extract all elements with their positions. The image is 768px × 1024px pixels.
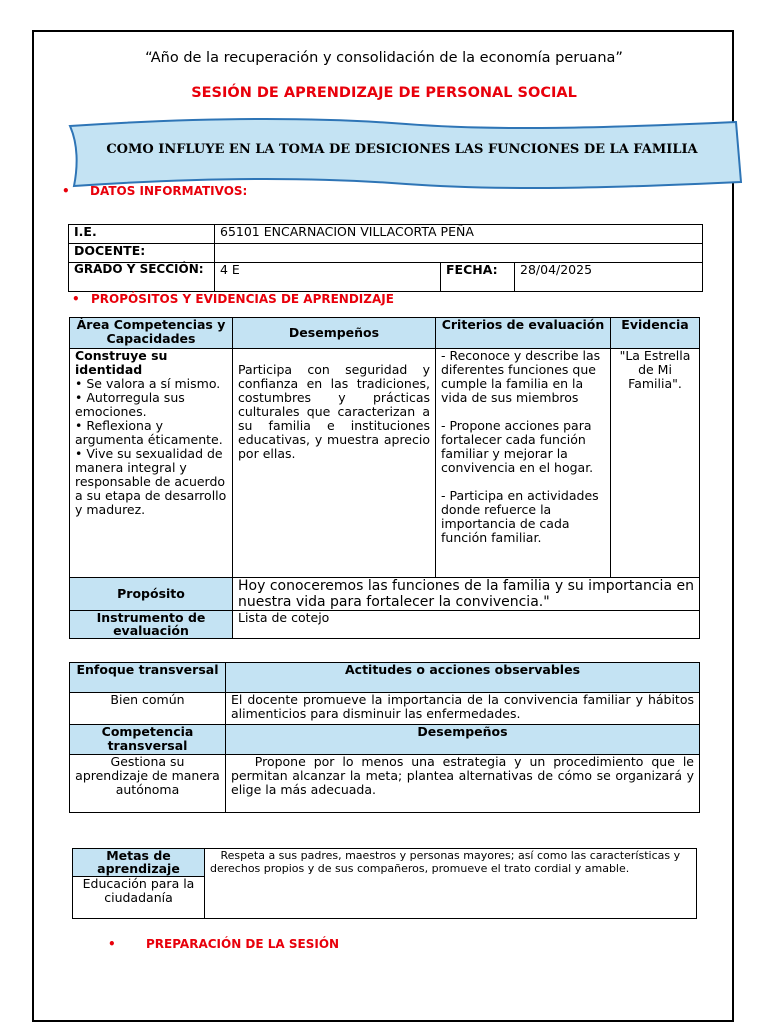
col-actitudes-header: Actitudes o acciones observables [226,663,700,693]
instrumento-label: Instrumento de evaluación [70,611,233,639]
col-desempenos-transversal-header: Desempeños [226,725,700,755]
col-desempenos-header: Desempeños [233,318,436,349]
desempeno-cell: Participa con seguridad y confianza en las tradiciones, costumbres y prácticas culturales que caracterizan a su familia e instituciones educativas, y muestra aprecio por ellas. [233,349,436,578]
proposito-label: Propósito [70,578,233,611]
ie-value: 65101 ENCARNACION VILLACORTA PEÑA [215,225,703,244]
col-criterios-header: Criterios de evaluación [436,318,611,349]
enfoque-value: Bien común [70,693,226,725]
preparacion-heading-label: PREPARACIÓN DE LA SESIÓN [146,937,340,951]
fecha-value: 28/04/2025 [515,263,703,292]
instrumento-value: Lista de cotejo [233,611,700,639]
competencia-cell [70,349,233,578]
col-enfoque-header: Enfoque transversal [70,663,226,693]
enfoque-table [69,662,700,813]
datos-table [68,224,703,292]
desempeno-transversal-value: Propone por lo menos una estrategia y un procedimiento que le permitan alcanzar la meta; plantea alternativas de cómo se organizará y elige la más adecuada. [226,755,700,813]
metas-label: Metas de aprendizaje [73,849,205,877]
metas-value: Respeta a sus padres, maestros y personas mayores; así como las características y derechos propios y de sus compañeros, promueve el trato cordial y amable. [205,849,697,919]
grado-label: GRADO Y SECCIÓN: [69,263,215,292]
year-motto: “Año de la recuperación y consolidación de la economía peruana” [145,50,623,66]
competencia-title: Construye su identidad [75,348,168,377]
col-area-header: Área Competencias y Capacidades [70,318,233,349]
datos-heading-label: DATOS INFORMATIVOS: [90,184,248,198]
col-evidencia-header: Evidencia [611,318,700,349]
bullet-icon: • [72,292,80,306]
col-competencia-header: Competencia transversal [70,725,226,755]
fecha-label: FECHA: [441,263,515,292]
actitud-value: El docente promueve la importancia de la convivencia familiar y hábitos alimenticios para disminuir las enfermedades. [226,693,700,725]
evidencia-cell: "La Estrella de Mi Familia". [611,349,700,578]
metas-table [72,848,697,919]
preparacion-heading [108,937,339,951]
title-banner [66,114,748,192]
bullet-icon: • [108,937,116,951]
docente-value [215,244,703,263]
bullet-icon: • [62,184,70,198]
criterios-cell: - Reconoce y describe las diferentes funciones que cumple la familia en la vida de sus miembros - Propone acciones para fortalecer cada función familiar y mejorar la convivencia en el hogar. - Participa en actividades donde refuerce la importancia de cada función familiar. [436,349,611,578]
ie-label: I.E. [69,225,215,244]
grado-value: 4 E [215,263,441,292]
metas-area: Educación para la ciudadanía [73,877,205,919]
propositos-heading [72,292,394,306]
proposito-value: Hoy conoceremos las funciones de la familia y su importancia en nuestra vida para fortalecer la convivencia." [233,578,700,611]
propositos-heading-label: PROPÓSITOS Y EVIDENCIAS DE APRENDIZAJE [91,292,394,306]
session-title: SESIÓN DE APRENDIZAJE DE PERSONAL SOCIAL [191,85,577,101]
capacidades-list: • Se valora a sí mismo. • Autorregula sus emociones. • Reflexiona y argumenta éticamente. • Vive su sexualidad de manera integral y responsable de acuerdo a su etapa de desarrollo y madurez. [75,376,227,517]
session-topic-title: COMO INFLUYE EN LA TOMA DE DESICIONES LAS FUNCIONES DE LA FAMILIA [106,142,698,157]
datos-heading [62,184,247,198]
competencia-transversal-value: Gestiona su aprendizaje de manera autónoma [70,755,226,813]
docente-label: DOCENTE: [69,244,215,263]
propositos-table [69,317,700,639]
